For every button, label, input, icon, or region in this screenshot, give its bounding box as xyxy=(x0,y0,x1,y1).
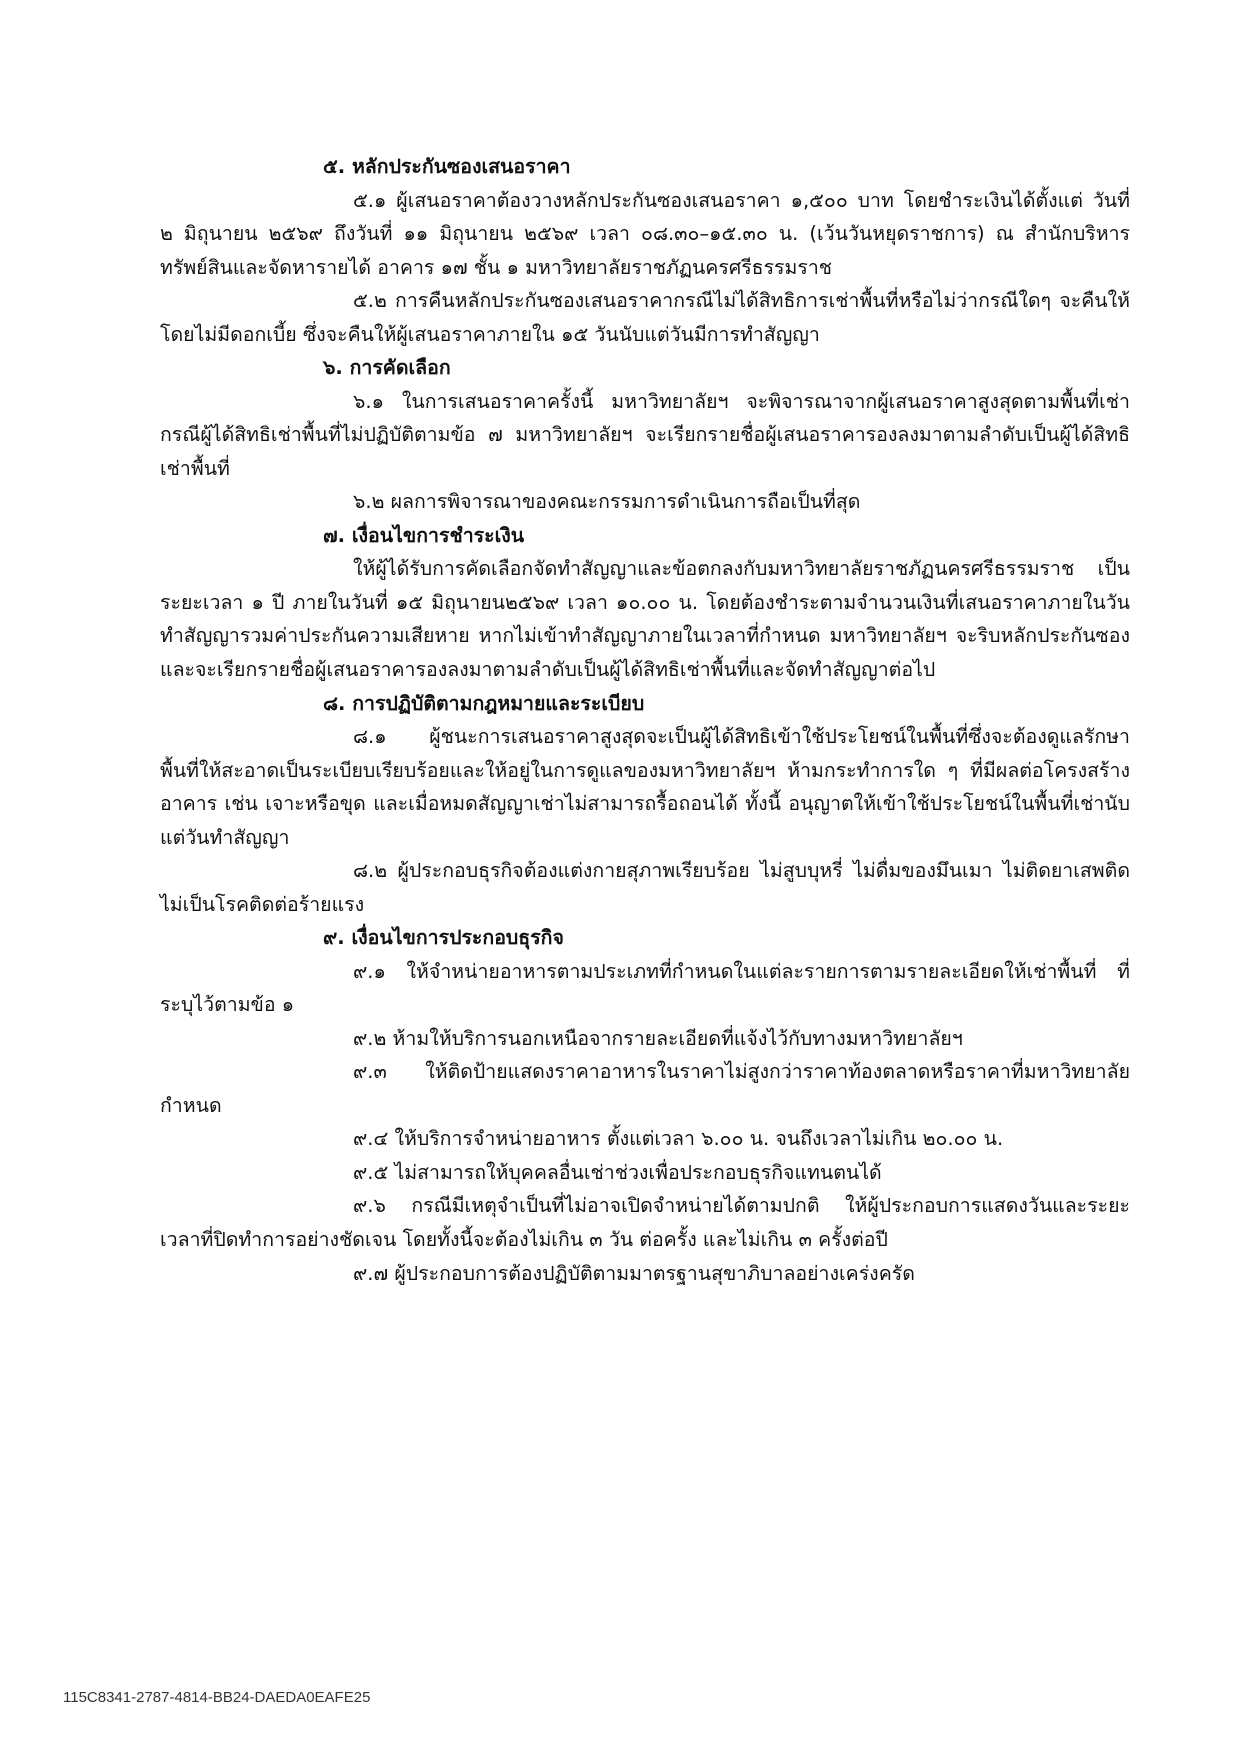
paragraph: ๙.๖ กรณีมีเหตุจำเป็นที่ไม่อาจเปิดจำหน่ายได้ตามปกติ ให้ผู้ประกอบการแสดงวันและระยะเวลาที่ปิดทำการอย่างชัดเจน โดยทั้งนี้จะต้องไม่เกิน ๓ วัน ต่อครั้ง และไม่เกิน ๓ ครั้งต่อปี xyxy=(160,1194,1130,1251)
section-heading: ๙. เงื่อนไขการประกอบธุรกิจ xyxy=(323,926,564,950)
paragraph: ให้ผู้ได้รับการคัดเลือกจัดทำสัญญาและข้อตกลงกับมหาวิทยาลัยราชภัฏนครศรีธรรมราช เป็นระยะเวลา ๑ ปี ภายในวันที่ ๑๕ มิถุนายน๒๕๖๙ เวลา ๑๐.๐๐ น. โดยต้องชำระตามจำนวนเงินที่เสนอราคาภายในวันทำสัญญารวมค่าประกันความเสียหาย หากไม่เข้าทำสัญญาภายในเวลาที่กำหนด มหาวิทยาลัยฯ จะริบหลักประกันซองและจะเรียกรายชื่อผู้เสนอราคารองลงมาตามลำดับเป็นผู้ได้สิทธิเช่าพื้นที่และจัดทำสัญญาต่อไป xyxy=(160,557,1130,681)
paragraph: ๖.๑ ในการเสนอราคาครั้งนี้ มหาวิทยาลัยฯ จะพิจารณาจากผู้เสนอราคาสูงสุดตามพื้นที่เช่า กรณีผู้ได้สิทธิเช่าพื้นที่ไม่ปฏิบัติตามข้อ ๗ มหาวิทยาลัยฯ จะเรียกรายชื่อผู้เสนอราคารองลงมาตามลำดับเป็นผู้ได้สิทธิเช่าพื้นที่ xyxy=(160,389,1130,480)
sub-item: ๙.๔ ให้บริการจำหน่ายอาหาร ตั้งแต่เวลา ๖.๐๐ น. จนถึงเวลาไม่เกิน ๒๐.๐๐ น. xyxy=(353,1127,1004,1151)
section-heading: ๕. หลักประกันซองเสนอราคา xyxy=(323,155,571,178)
sub-item: ๙.๕ ไม่สามารถให้บุคคลอื่นเช่าช่วงเพื่อประกอบธุรกิจแทนตนได้ xyxy=(353,1160,882,1184)
section-heading: ๖. การคัดเลือก xyxy=(323,356,451,380)
paragraph: ๙.๓ ให้ติดป้ายแสดงราคาอาหารในราคาไม่สูงกว่าราคาท้องตลาดหรือราคาที่มหาวิทยาลัย กำหนด xyxy=(160,1060,1130,1117)
paragraph: ๘.๑ ผู้ชนะการเสนอราคาสูงสุดจะเป็นผู้ได้สิทธิเข้าใช้ประโยชน์ในพื้นที่ซึ่งจะต้องดูแลรักษาพื้นที่ให้สะอาดเป็นระเบียบเรียบร้อยและให้อยู่ในการดูแลของมหาวิทยาลัยฯ ห้ามกระทำการใด ๆ ที่มีผลต่อโครงสร้างอาคาร เช่น เจาะหรือขุด และเมื่อหมดสัญญาเช่าไม่สามารถรื้อถอนได้ ทั้งนี้ อนุญาตให้เข้าใช้ประโยชน์ในพื้นที่เช่านับแต่วันทำสัญญา xyxy=(160,725,1130,849)
document-id: 115C8341-2787-4814-BB24-DAEDA0EAFE25 xyxy=(63,1689,371,1706)
document-body xyxy=(160,150,1130,1290)
paragraph: ๕.๑ ผู้เสนอราคาต้องวางหลักประกันซองเสนอราคา ๑,๕๐๐ บาท โดยชำระเงินได้ตั้งแต่ วันที่ ๒ มิถุนายน ๒๕๖๙ ถึงวันที่ ๑๑ มิถุนายน ๒๕๖๙ เวลา ๐๘.๓๐–๑๕.๓๐ น. (เว้นวันหยุดราชการ) ณ สำนักบริหารทรัพย์สินและจัดหารายได้ อาคาร ๑๗ ชั้น ๑ มหาวิทยาลัยราชภัฏนครศรีธรรมราช xyxy=(160,188,1130,279)
paragraph: ๙.๑ ให้จำหน่ายอาหารตามประเภทที่กำหนดในแต่ละรายการตามรายละเอียดให้เช่าพื้นที่ ที่ระบุไว้ตามข้อ ๑ xyxy=(160,959,1130,1017)
sub-item: ๖.๒ ผลการพิจารณาของคณะกรรมการดำเนินการถือเป็นที่สุด xyxy=(353,490,861,514)
section-heading: ๗. เงื่อนไขการชำระเงิน xyxy=(323,523,525,547)
paragraph: ๘.๒ ผู้ประกอบธุรกิจต้องแต่งกายสุภาพเรียบร้อย ไม่สูบบุหรี่ ไม่ดื่มของมึนเมา ไม่ติดยาเสพติด ไม่เป็นโรคติดต่อร้ายแรง xyxy=(160,859,1130,916)
sub-item: ๙.๒ ห้ามให้บริการนอกเหนือจากรายละเอียดที่แจ้งไว้กับทางมหาวิทยาลัยฯ xyxy=(353,1026,963,1050)
paragraph: ๕.๒ การคืนหลักประกันซองเสนอราคากรณีไม่ได้สิทธิการเช่าพื้นที่หรือไม่ว่ากรณีใดๆ จะคืนให้โดยไม่มีดอกเบี้ย ซึ่งจะคืนให้ผู้เสนอราคาภายใน ๑๕ วันนับแต่วันมีการทำสัญญา xyxy=(160,289,1130,346)
section-heading: ๘. การปฏิบัติตามกฎหมายและระเบียบ xyxy=(323,691,645,715)
sub-item: ๙.๗ ผู้ประกอบการต้องปฏิบัติตามมาตรฐานสุขาภิบาลอย่างเคร่งครัด xyxy=(353,1261,915,1285)
